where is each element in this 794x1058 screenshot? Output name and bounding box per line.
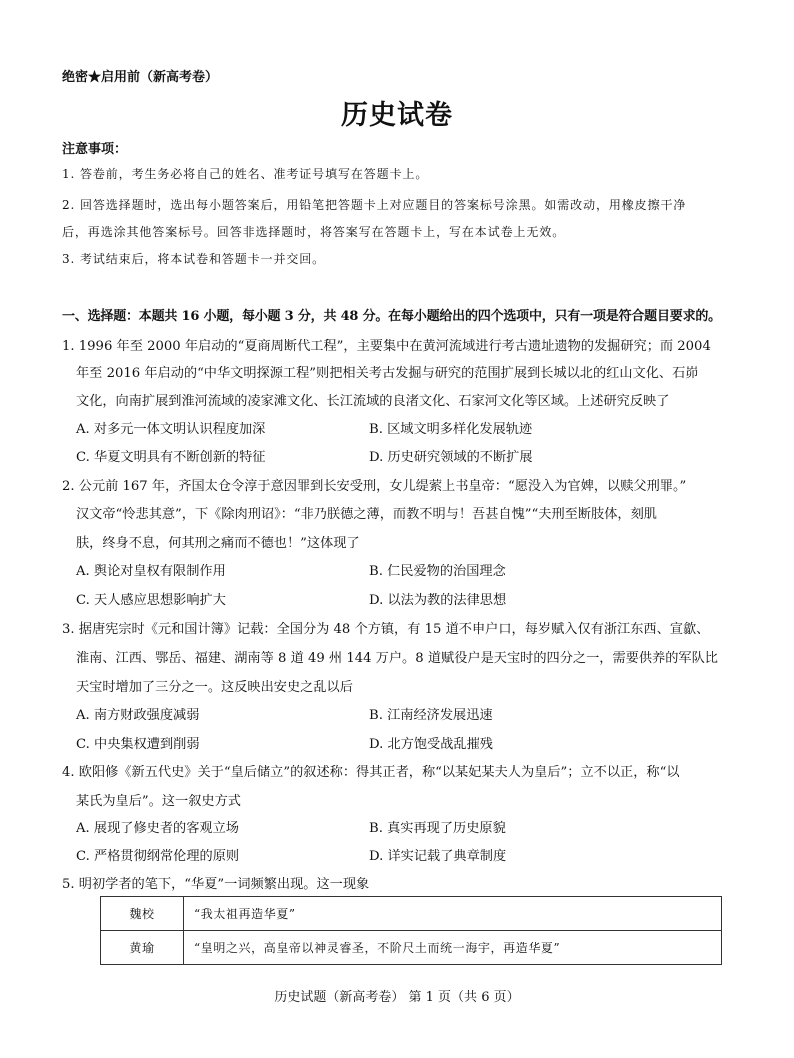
question-3-option-a: A. 南方财政强度减弱 xyxy=(76,708,200,723)
note-line: 2. 回答选择题时，选出每小题答案后，用铅笔把答题卡上对应题目的答案标号涂黑。如需改动，用橡皮擦干净 xyxy=(62,198,687,212)
question-2-stem: 汉文帝“怜悲其意”，下《除肉刑诏》：“非乃朕德之薄，而教不明与！吾甚自愧”“夫刑至断肢体，刻肌 xyxy=(76,507,657,522)
table-cell-author: 魏校 xyxy=(101,897,184,931)
notes-heading: 注意事项： xyxy=(62,142,128,157)
question-4-option-b: B. 真实再现了历史原貌 xyxy=(369,821,506,836)
question-3-stem: 3. 据唐宪宗时《元和国计簿》记载：全国分为 48 个方镇，有 15 道不申户口，每岁赋入仅有浙江东西、宣歙、 xyxy=(62,622,710,637)
question-4-stem: 4. 欧阳修《新五代史》关于“皇后储立”的叙述称：得其正者，称“以某妃某夫人为皇后”；立不以正，称“以 xyxy=(62,765,680,780)
question-4-option-a: A. 展现了修史者的客观立场 xyxy=(76,821,239,836)
confidential-label: 绝密★启用前（新高考卷） xyxy=(62,70,219,85)
question-3-stem: 天宝时增加了三分之一。这反映出安史之乱以后 xyxy=(76,680,353,695)
section-heading: 一、选择题：本题共 16 小题，每小题 3 分，共 48 分。在每小题给出的四个选项中，只有一项是符合题目要求的。 xyxy=(62,309,721,324)
question-4-stem: 某氏为皇后”。这一叙史方式 xyxy=(76,794,241,809)
question-3-option-b: B. 江南经济发展迅速 xyxy=(369,708,493,723)
question-3-option-d: D. 北方饱受战乱摧残 xyxy=(369,737,493,752)
question-1-stem: 1. 1996 年至 2000 年启动的“夏商周断代工程”，主要集中在黄河流域进行考古遗址遗物的发掘研究；而 2004 xyxy=(62,339,711,354)
question-2-option-c: C. 天人感应思想影响扩大 xyxy=(76,593,226,608)
note-line: 3. 考试结束后，将本试卷和答题卡一并交回。 xyxy=(62,252,326,266)
page-title: 历史试卷 xyxy=(341,100,453,131)
table-row xyxy=(101,931,722,965)
question-2-stem: 肤，终身不息，何其刑之痛而不德也！”这体现了 xyxy=(76,536,360,551)
question-1-stem: 年至 2016 年启动的“中华文明探源工程”则把相关考古发掘与研究的范围扩展到长城以北的红山文化、石峁 xyxy=(76,366,699,381)
question-1-stem: 文化，向南扩展到淮河流域的凌家滩文化、长江流域的良渚文化、石家河文化等区域。上述研究反映了 xyxy=(76,394,670,409)
table-cell-author: 黄瑜 xyxy=(101,931,184,965)
page-footer: 历史试题（新高考卷） 第 1 页（共 6 页） xyxy=(274,990,520,1005)
table-cell-quote: “皇明之兴，高皇帝以神灵睿圣，不阶尺土而统一海宇，再造华夏” xyxy=(184,931,722,965)
question-1-option-b: B. 区域文明多样化发展轨迹 xyxy=(369,422,533,437)
question-3-stem: 淮南、江西、鄂岳、福建、湖南等 8 道 49 州 144 万户。8 道赋役户是天宝时的四分之一，需要供养的军队比 xyxy=(76,651,718,666)
question-5-table xyxy=(100,896,722,965)
question-2-option-b: B. 仁民爱物的治国理念 xyxy=(369,564,506,579)
note-line: 后，再选涂其他答案标号。回答非选择题时，将答案写在答题卡上，写在本试卷上无效。 xyxy=(62,225,566,239)
question-4-option-d: D. 详实记载了典章制度 xyxy=(369,849,507,864)
question-3-option-c: C. 中央集权遭到削弱 xyxy=(76,737,200,752)
question-1-option-a: A. 对多元一体文明认识程度加深 xyxy=(76,422,266,437)
table-row xyxy=(101,897,722,931)
question-1-option-d: D. 历史研究领域的不断扩展 xyxy=(369,450,533,465)
question-2-option-d: D. 以法为教的法律思想 xyxy=(369,593,507,608)
question-5-stem: 5. 明初学者的笔下，“华夏”一词频繁出现。这一现象 xyxy=(62,877,370,892)
table-cell-quote: “我太祖再造华夏” xyxy=(184,897,722,931)
question-2-option-a: A. 舆论对皇权有限制作用 xyxy=(76,564,226,579)
question-1-option-c: C. 华夏文明具有不断创新的特征 xyxy=(76,450,266,465)
question-4-option-c: C. 严格贯彻纲常伦理的原则 xyxy=(76,849,240,864)
question-2-stem: 2. 公元前 167 年，齐国太仓令淳于意因罪到长安受刑，女儿缇萦上书皇帝：“愿没入为官婢，以赎父刑罪。” xyxy=(62,479,687,494)
note-line: 1. 答卷前，考生务必将自己的姓名、准考证号填写在答题卡上。 xyxy=(62,167,429,181)
